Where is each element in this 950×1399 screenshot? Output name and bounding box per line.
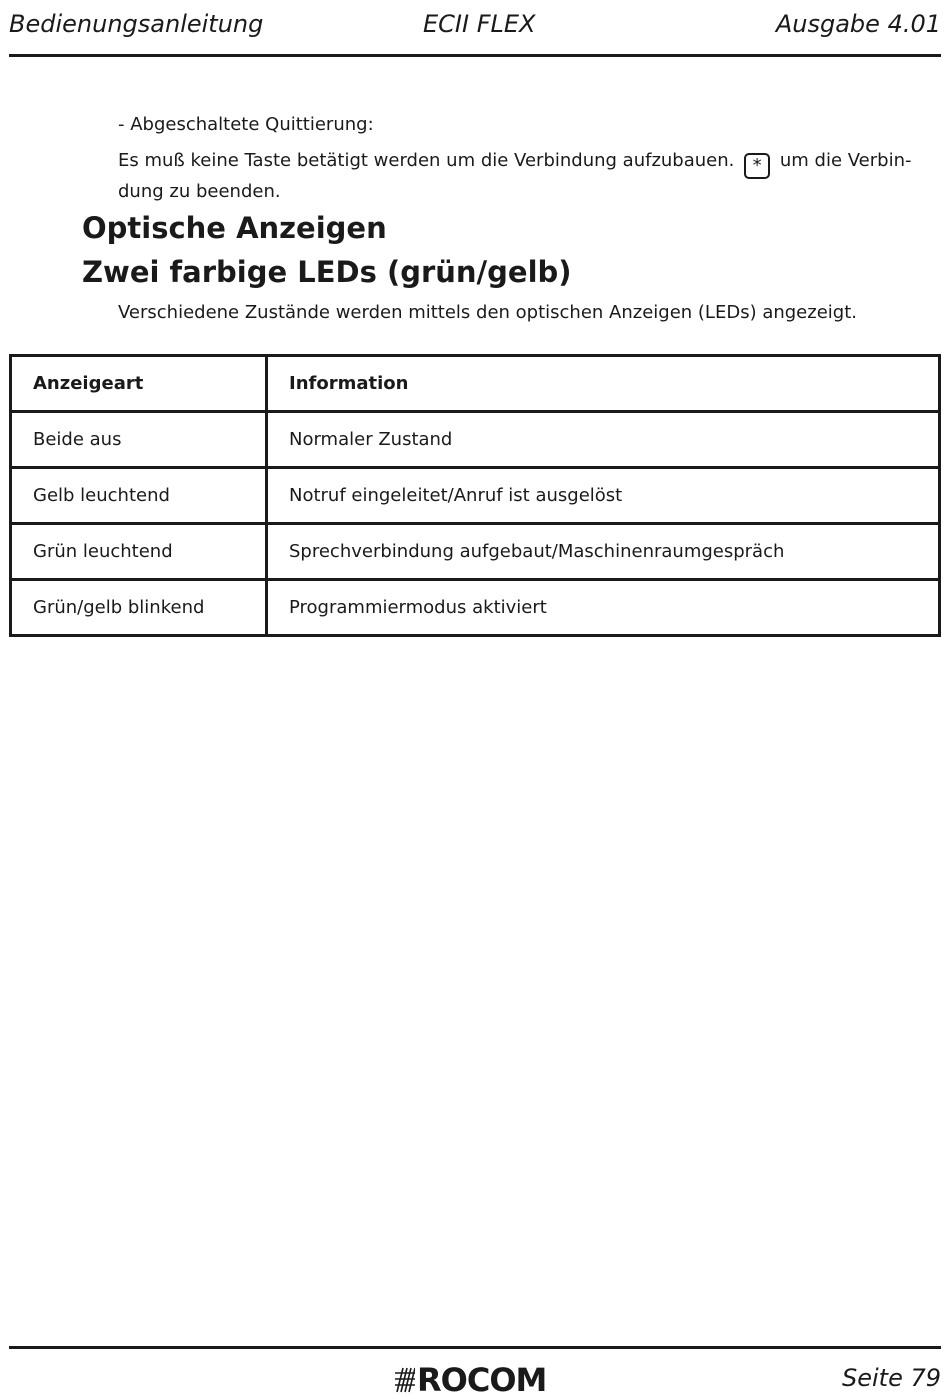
rocom-logo-icon xyxy=(395,1366,415,1394)
table-header-cell: Information xyxy=(267,356,940,412)
rocom-logo xyxy=(395,1361,547,1399)
table-cell: Sprechverbindung aufgebaut/Maschinenraumgespräch xyxy=(267,524,940,580)
quittierung-text-after: um die Verbin-dung zu beenden. xyxy=(118,150,912,202)
table-cell: Gelb leuchtend xyxy=(11,468,267,524)
table-header-row xyxy=(11,356,940,412)
table-cell: Grün leuchtend xyxy=(11,524,267,580)
table-row xyxy=(11,468,940,524)
quittierung-text-before: Es muß keine Taste betätigt werden um die Verbindung aufzubauen. xyxy=(118,150,735,171)
table-cell: Grün/gelb blinkend xyxy=(11,580,267,636)
table-cell: Programmiermodus aktiviert xyxy=(267,580,940,636)
intro-text: Verschiedene Zustände werden mittels den optischen Anzeigen (LEDs) angezeigt. xyxy=(118,302,857,323)
led-status-table xyxy=(9,354,941,637)
section-heading-leds: Zwei farbige LEDs (grün/gelb) xyxy=(82,255,572,289)
section-heading-optical: Optische Anzeigen xyxy=(82,211,387,245)
header-edition: Ausgabe 4.01 xyxy=(775,10,941,38)
table-row xyxy=(11,524,940,580)
table-cell: Beide aus xyxy=(11,412,267,468)
table-cell: Notruf eingeleitet/Anruf ist ausgelöst xyxy=(267,468,940,524)
table-header-cell: Anzeigeart xyxy=(11,356,267,412)
header-product: ECII FLEX xyxy=(423,10,536,38)
table-row xyxy=(11,412,940,468)
quittierung-label: - Abgeschaltete Quittierung: xyxy=(118,114,374,135)
table-row xyxy=(11,580,940,636)
page-header xyxy=(9,8,941,57)
header-doc-type: Bedienungsanleitung xyxy=(9,10,264,38)
page-number: Seite 79 xyxy=(841,1364,941,1392)
quittierung-text xyxy=(118,148,938,204)
footer-divider xyxy=(9,1346,941,1349)
logo-text: ROCOM xyxy=(417,1361,547,1399)
table-cell: Normaler Zustand xyxy=(267,412,940,468)
asterisk-key-icon: * xyxy=(744,153,770,179)
